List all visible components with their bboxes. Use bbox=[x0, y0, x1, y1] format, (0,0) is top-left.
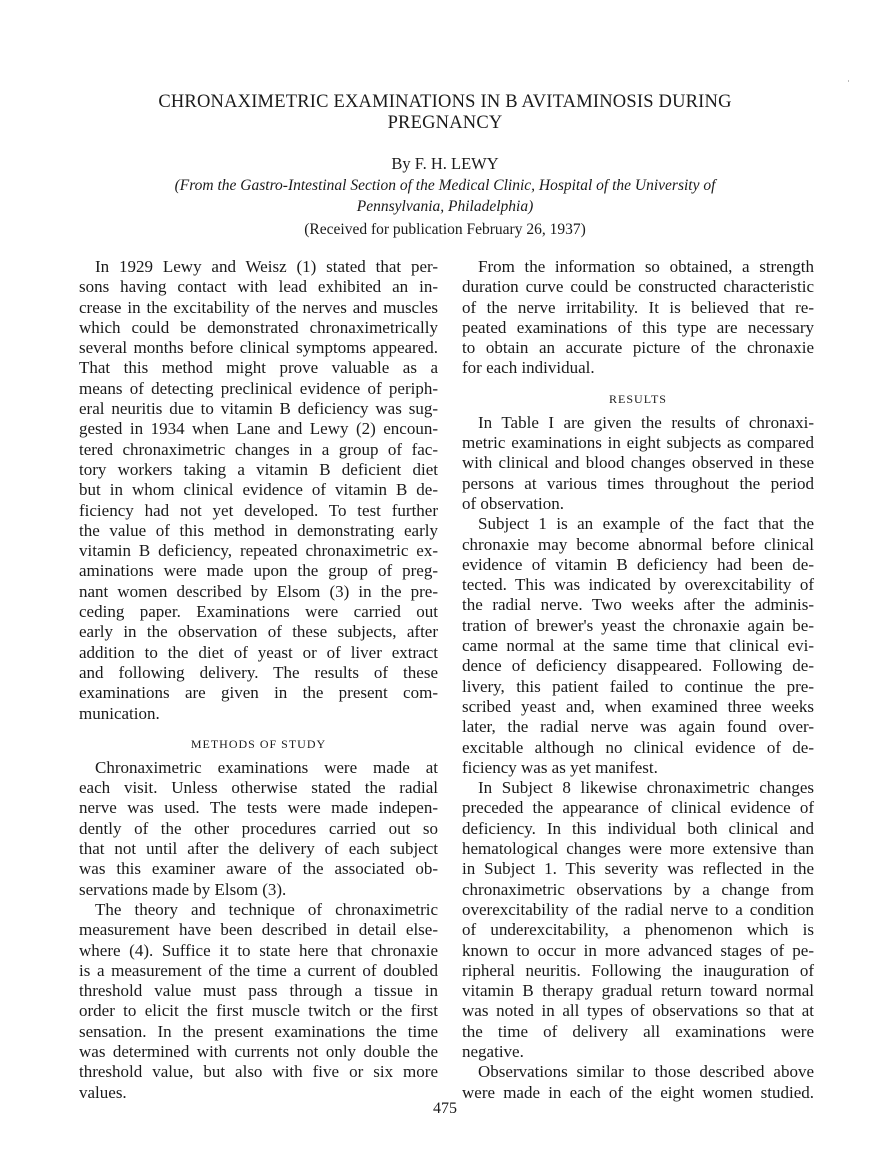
right-column bbox=[462, 257, 814, 1103]
text-line: excitable although no clinical evidence of de- bbox=[462, 737, 814, 757]
text-line: order to elicit the first muscle twitch or the first bbox=[79, 1001, 438, 1021]
text-line: several months before clinical symptoms appeared. bbox=[79, 338, 438, 358]
byline-by: By bbox=[391, 154, 411, 173]
text-line: in Subject 1. This severity was reflected in the bbox=[462, 859, 814, 879]
text-line: Chronaximetric examinations were made at bbox=[95, 757, 438, 777]
text-line: known to occur in more advanced stages of pe- bbox=[462, 940, 814, 960]
text-line: In Table I are given the results of chronaxi- bbox=[478, 412, 814, 432]
text-line: overexcitability of the radial nerve to a condition bbox=[462, 899, 814, 919]
text-line: of the nerve irritability. It is believed that re- bbox=[462, 297, 814, 317]
text-line: early in the observation of these subjects, after bbox=[79, 622, 438, 642]
text-line: vitamin B deficiency, repeated chronaximetric ex- bbox=[79, 541, 438, 561]
text-line: tory workers taking a vitamin B deficient diet bbox=[79, 459, 438, 479]
text-line: The theory and technique of chronaximetric bbox=[95, 899, 438, 919]
text-line: threshold value must pass through a tissue in bbox=[79, 981, 438, 1001]
text-line: dence of deficiency disappeared. Following de- bbox=[462, 656, 814, 676]
text-line: chronaximetric observations by a change from bbox=[462, 879, 814, 899]
paragraph bbox=[79, 257, 438, 724]
text-line: eral neuritis due to vitamin B deficiency was sug- bbox=[79, 399, 438, 419]
text-line: tration of brewer's yeast the chronaxie again be- bbox=[462, 615, 814, 635]
text-line: ficiency was as yet manifest. bbox=[462, 757, 658, 777]
text-line: where (4). Suffice it to state here that chronaxie bbox=[79, 940, 438, 960]
text-line: was this examiner aware of the associated ob- bbox=[79, 859, 438, 879]
text-line: addition to the diet of yeast or of liver extract bbox=[79, 642, 438, 662]
text-line: tered chronaximetric changes in a group of fac- bbox=[79, 439, 438, 459]
paragraph bbox=[462, 778, 814, 1062]
left-column bbox=[79, 257, 438, 1103]
text-line: sons having contact with lead exhibited an in- bbox=[79, 277, 438, 297]
text-line: dently of the other procedures carried out so bbox=[79, 818, 438, 838]
text-line: of underexcitability, a phenomenon which is bbox=[462, 920, 814, 940]
affiliation-line-2: Pennsylvania, Philadelphia) bbox=[356, 198, 534, 215]
text-line: In 1929 Lewy and Weisz (1) stated that per- bbox=[95, 257, 438, 276]
text-line: metric examinations in eight subjects as compared bbox=[462, 433, 814, 453]
text-line: came normal at the same time that clinical evi- bbox=[462, 636, 814, 656]
text-line: was determined with currents not only double the bbox=[79, 1041, 438, 1061]
page-number: 475 bbox=[433, 1100, 457, 1117]
section-heading: METHODS OF STUDY bbox=[190, 736, 327, 751]
text-line: later, the radial nerve was again found over- bbox=[462, 717, 814, 737]
text-line: negative. bbox=[462, 1041, 524, 1061]
text-line: that not until after the delivery of each subject bbox=[79, 839, 438, 859]
paragraph bbox=[79, 758, 438, 900]
article-title-line-1: CHRONAXIMETRIC EXAMINATIONS IN B AVITAMINOSIS DURING bbox=[158, 92, 732, 112]
text-line: munication. bbox=[79, 703, 160, 723]
text-line: vitamin B therapy gradual return toward normal bbox=[462, 981, 814, 1001]
text-line: preceded the appearance of clinical evidence of bbox=[462, 798, 814, 818]
paragraph bbox=[79, 900, 438, 1103]
paragraph bbox=[462, 514, 814, 778]
paragraph bbox=[462, 257, 814, 379]
text-line: to obtain an accurate picture of the chronaxie bbox=[462, 338, 814, 358]
text-line: gested in 1934 when Lane and Lewy (2) encoun- bbox=[79, 419, 438, 439]
text-line: is a measurement of the time a current of doubled bbox=[79, 960, 438, 980]
text-line: means of detecting preclinical evidence of periph- bbox=[79, 378, 438, 398]
text-line: evidence of vitamin B deficiency had been de- bbox=[462, 554, 814, 574]
received-date: (Received for publication February 26, 1937) bbox=[304, 221, 586, 238]
text-line: servations made by Elsom (3). bbox=[79, 879, 287, 899]
text-line: each visit. Unless otherwise stated the radial bbox=[79, 778, 438, 798]
text-line: measurement have been described in detail else- bbox=[79, 920, 438, 940]
text-line: aminations were made upon the group of preg- bbox=[79, 561, 438, 581]
paragraph bbox=[462, 413, 814, 514]
article-title-line-2: PREGNANCY bbox=[387, 113, 503, 133]
text-line: with clinical and blood changes observed in these bbox=[462, 453, 814, 473]
text-line: ripheral neuritis. Following the inauguration of bbox=[462, 960, 814, 980]
text-line: the time of delivery all examinations were bbox=[462, 1021, 814, 1041]
paragraph bbox=[462, 1062, 814, 1103]
text-line: of observation. bbox=[462, 493, 564, 513]
text-line: tected. This was indicated by overexcitability of bbox=[462, 575, 814, 595]
text-line: sensation. In the present examinations the time bbox=[79, 1021, 438, 1041]
text-line: the value of this method in demonstrating early bbox=[79, 520, 438, 540]
text-line: but in whom clinical evidence of vitamin B de- bbox=[79, 480, 438, 500]
text-line: Observations similar to those described above bbox=[478, 1062, 814, 1082]
text-line: duration curve could be constructed characteristic bbox=[462, 277, 814, 297]
author-name: F. H. LEWY bbox=[414, 154, 499, 173]
text-line: From the information so obtained, a strength bbox=[478, 257, 814, 276]
text-line: the radial nerve. Two weeks after the adminis- bbox=[462, 595, 814, 615]
text-line: were made in each of the eight women studied. bbox=[462, 1082, 814, 1102]
text-line: chronaxie may become abnormal before clinical bbox=[462, 534, 814, 554]
text-line: That this method might prove valuable as a bbox=[79, 358, 438, 378]
text-line: examinations are given in the present com- bbox=[79, 683, 438, 703]
text-line: peated examinations of this type are necessary bbox=[462, 317, 814, 337]
text-line: In Subject 8 likewise chronaximetric changes bbox=[478, 778, 814, 798]
text-line: livery, this patient failed to continue the pre- bbox=[462, 676, 814, 696]
text-line: persons at various times throughout the period bbox=[462, 473, 814, 493]
scan-speck bbox=[848, 80, 849, 82]
text-line: hematological changes were more extensive than bbox=[462, 839, 814, 859]
text-line: ficiency had not yet developed. To test further bbox=[79, 500, 438, 520]
text-line: scribed yeast and, when examined three weeks bbox=[462, 696, 814, 716]
affiliation-line-1: (From the Gastro-Intestinal Section of the Medical Clinic, Hospital of the University of bbox=[174, 177, 716, 194]
text-line: for each individual. bbox=[462, 358, 595, 378]
text-line: crease in the excitability of the nerves and muscles bbox=[79, 297, 438, 317]
author-byline bbox=[0, 154, 890, 174]
text-line: and following delivery. The results of these bbox=[79, 662, 438, 682]
text-line: threshold value, but also with five or six more bbox=[79, 1062, 438, 1082]
text-line: nant women described by Elsom (3) in the pre- bbox=[79, 581, 438, 601]
text-line: Subject 1 is an example of the fact that the bbox=[478, 514, 814, 534]
text-line: which could be demonstrated chronaximetrically bbox=[79, 317, 438, 337]
section-heading: RESULTS bbox=[609, 391, 667, 406]
text-line: deficiency. In this individual both clinical and bbox=[462, 818, 814, 838]
text-line: was noted in all types of observations so that at bbox=[462, 1001, 814, 1021]
text-line: ceding paper. Examinations were carried out bbox=[79, 602, 438, 622]
text-line: nerve was used. The tests were made indepen- bbox=[79, 798, 438, 818]
text-line: values. bbox=[79, 1082, 127, 1102]
